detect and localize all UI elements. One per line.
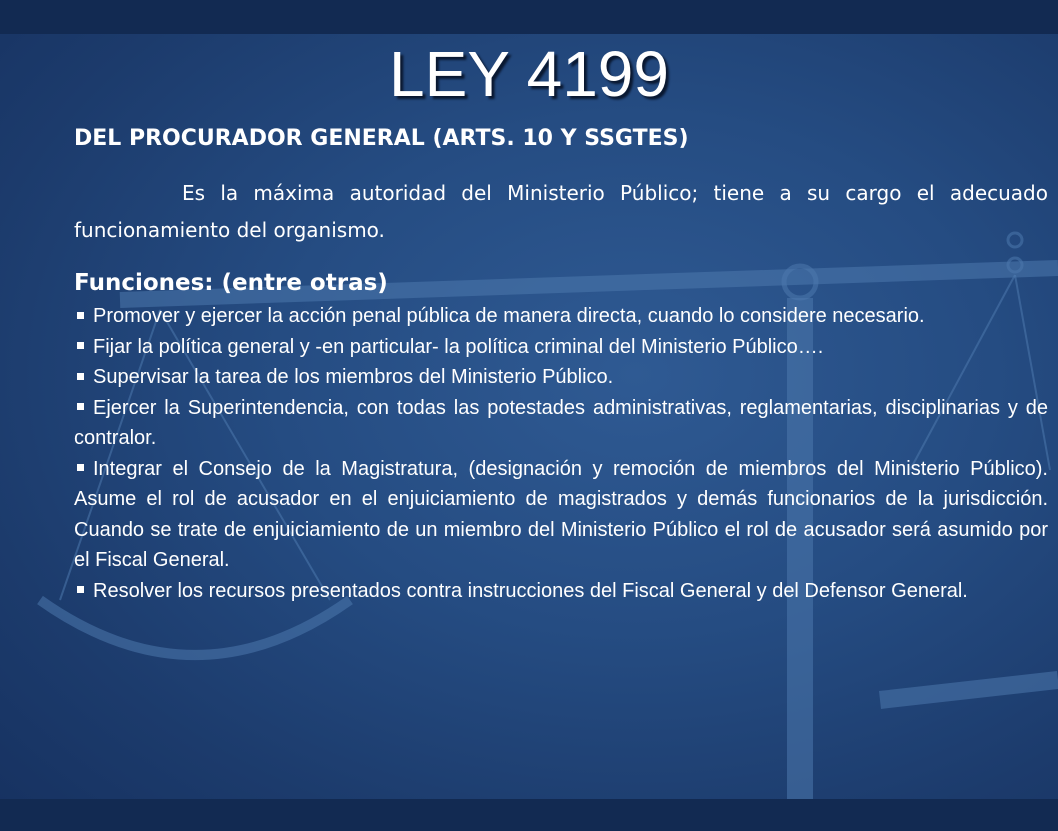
square-bullet-icon	[77, 403, 84, 410]
slide-title: LEY 4199	[389, 38, 669, 110]
square-bullet-icon	[77, 373, 84, 380]
bottom-band	[0, 799, 1058, 831]
list-item	[74, 576, 1048, 607]
list-item-text: Promover y ejercer la acción penal pública de manera directa, cuando lo considere necesario.	[93, 305, 925, 327]
section-subtitle: DEL PROCURADOR GENERAL (ARTS. 10 Y SSGTES)	[74, 126, 689, 151]
list-item-text: Ejercer la Superintendencia, con todas las potestades administrativas, reglamentarias, disciplinarias y de contralor.	[74, 396, 1048, 449]
list-item-text: Integrar el Consejo de la Magistratura, (designación y remoción de miembros del Ministerio Público). Asume el rol de acusador en el enjuiciamiento de magistrados y demás funcionarios de la jurisdicción. Cuando se trate de enjuiciamiento de un miembro del Ministerio Público el rol de acusador será asumido por el Fiscal General.	[74, 457, 1048, 571]
intro-paragraph: Es la máxima autoridad del Ministerio Público; tiene a su cargo el adecuado funcionamiento del organismo.	[74, 181, 1048, 242]
functions-list	[74, 301, 1048, 606]
list-item	[74, 362, 1048, 393]
square-bullet-icon	[77, 464, 84, 471]
slide-body	[74, 121, 1048, 606]
list-item	[74, 454, 1048, 576]
list-item	[74, 332, 1048, 363]
square-bullet-icon	[77, 312, 84, 319]
square-bullet-icon	[77, 342, 84, 349]
list-item-text: Resolver los recursos presentados contra instrucciones del Fiscal General y del Defensor General.	[93, 579, 968, 602]
list-item-text: Supervisar la tarea de los miembros del Ministerio Público.	[93, 366, 614, 388]
square-bullet-icon	[77, 586, 84, 593]
list-item	[74, 301, 1048, 332]
list-item-text: Fijar la política general y -en particular- la política criminal del Ministerio Público….	[93, 335, 824, 358]
list-item	[74, 393, 1048, 454]
functions-heading: Funciones: (entre otras)	[74, 270, 388, 296]
